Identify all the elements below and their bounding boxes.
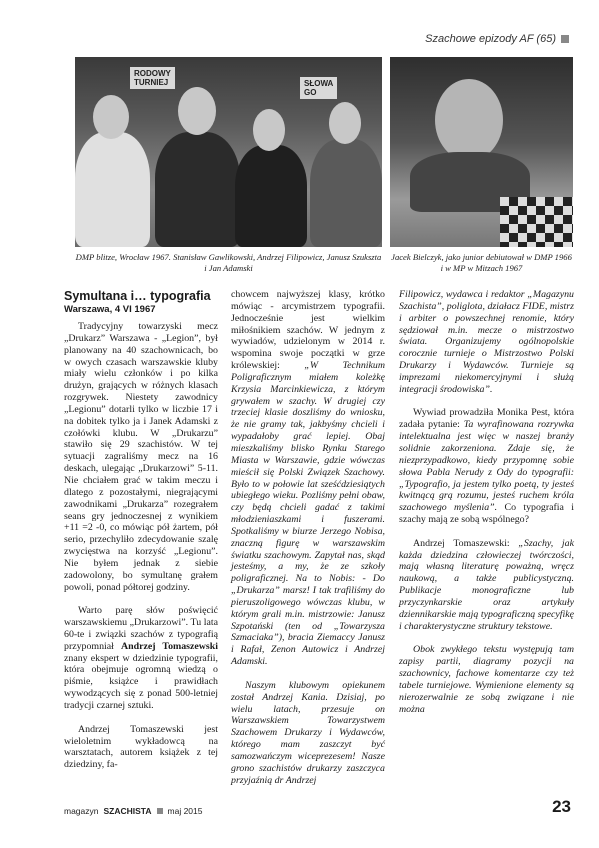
square-marker-icon	[157, 808, 163, 814]
person-figure	[235, 145, 307, 247]
person-figure	[75, 132, 150, 247]
paragraph: Naszym klubowym opiekunem został Andrzej Kania. Dzisiaj, po wielu latach, przesuje on Warszawskiem Towarzystwem Szachowem Drukarzy i Wydawców, którego mam zaszczyt być samozwańczym wiceprezesem! Nasze grono szachistów drukarzy zaszczyca przyjaźnią dr Andrzej	[231, 679, 385, 786]
paragraph: Warto parę słów poświęcić warszawskiemu „Drukarzowi”. Tu lata 60-te i związki szachów z typografią przypomniał Andrzej Tomaszewski znany ekspert w dziedzinie typografii, która obejmuje ogromną wiedzą o piśmie, książce i prawidłach wywodzących się z ponad 500-letniej tradycji czarnej sztuki.	[64, 605, 218, 711]
person-head	[253, 109, 285, 151]
footer-brand: SZACHISTA	[103, 806, 152, 816]
paragraph: Tradycyjny towarzyski mecz „Drukarz” Warszawa - „Legion”, był planowany na 40 szachownicach, bo w owych czasach warszawskie kluby miały wielu członków i po kilka drużyn, grających w różnych klasach rozgrywek. Niestety zawodnicy „Legionu” dotarli tylko w liczbie 17 i na dobitek tylko ja i Janek Adamski z czołówki klubu. W „Drukarzu” stawiło się 29 szachistów. W tej sytuacji zagraliśmy mecz na 16 deskach, ulegając „Drukarzowi” 5-11. Nie chciałem grać w takim meczu i dlatego z pozostałymi, niegrającymi zawodnikami „Drukarza” rozegrałem seans gry jednoczesnej z wynikiem +11 =2 -0, co mówiąc pół żartem, pół serio, przechyliło zdecydowanie szalę zwycięstwa na korzyść „Legionu”. Nie byłem jednak z siebie zadowolony, bo symultanę grałem powoli, ponad półtorej godziny.	[64, 321, 218, 593]
article-column-2	[231, 289, 385, 798]
person-name: Andrzej Tomaszewski	[120, 640, 218, 652]
footer-magazine: magazyn	[64, 806, 99, 816]
paragraph: Wywiad prowadziła Monika Pest, która zadała pytanie: Ta wyrafinowana rozrywka intelektualna jest więc w naszej branży solidnie zakorzeniona. Zdaje się, że niezprzypadkowo, kiedy przypomnę sobie słowa Pabla Nerudy z Ody do typografii: „Typografio, ja jestem tylko poetą, ty jesteś kwitnącą grą rozumu, jesteś ruchem króla szachowego myślenia”. Co typografia i szachy mają ze sobą wspólnego?	[399, 407, 575, 526]
person-figure	[310, 139, 382, 247]
paragraph: Obok zwykłego tekstu występują tam zapisy partii, diagramy pozycji na szachownicy, fachowe komentarze czy też tabele turniejowe. Wymienione elementy są nierozerwalnie ze sobą związane i nie można	[399, 644, 574, 715]
photo-blitz-players	[75, 57, 382, 247]
person-head	[435, 79, 503, 161]
photo-banner-left: RODOWY TURNIEJ	[130, 67, 175, 89]
series-header	[425, 33, 569, 45]
person-figure	[155, 132, 240, 247]
photo-caption: DMP blitze, Wrocław 1967. Stanisław Gawlikowski, Andrzej Filipowicz, Janusz Szukszta i Jan Adamski	[75, 252, 382, 273]
interview-quote: „W Technikum Poligraficznym miałem koleżkę Krzysia Marcinkiewicza, z którym grywałem w szachy. W drugiej czy trzeciej klasie doszliśmy do wniosku, że nie gramy tak, jakbyśmy chcieli i wypadałoby grać lepiej. Obaj mieszkaliśmy blisko Rynku Starego Miasta w Warszawie, gdzie wówczas mieścił się Polski Związek Szachowy. Było to w połowie lat sześćdziesiątych ubiegłego wieku. Pozliśmy pełni obaw, czy będą chcieli gadać z takimi młodzieniaszkami i fuszerami. Spotkaliśmy w biurze Jerzego Nobisa, znaczną figurę w warszawskim światku szachowym. Zapytał nas, skąd jesteśmy, a my, że ze szkoły poligraficznej. Na to Nobis: - Do „Drukarza” marsz! I tak trafiliśmy do pieruszoligowego wówczas klubu, w którym grali m.in. mistrzowie: Janusz Szpotański (ten od „Towarzysza Szmaciaka”), bracia Ziemaccy Janusz i Rafał, Zenon Autowicz i Andrzej Adamski.	[231, 360, 385, 668]
footer-issue: maj 2015	[167, 806, 203, 816]
paragraph: Andrzej Tomaszewski jest wieloletnim wykładowcą na warsztatach, autorem książek z tej dziedziny, fa-	[64, 723, 218, 771]
page-number: 23	[552, 797, 571, 816]
person-head	[178, 87, 216, 135]
chessboard-icon	[500, 197, 573, 247]
article-column-3	[399, 289, 574, 727]
article-subtitle: Warszawa, 4 VI 1967	[64, 304, 156, 315]
paragraph: Andrzej Tomaszewski: „Szachy, jak każda dziedzina człowieczej twórczości, mają własną literaturę poważną, wręcz naukową, a także publicystyczną. Publikacje monograficzne lub przyczynkarskie oraz artykuły dziennikarskie mają typograficzną specyfikę i charakterystyczne struktury tekstowe.	[399, 537, 574, 632]
article-title: Symultana i… typografia	[64, 289, 211, 303]
article-column-1	[64, 321, 218, 783]
page-footer	[64, 806, 202, 816]
photo-banner-right: SŁOWA GO	[300, 77, 337, 99]
paragraph: chowcem najwyższej klasy, krótko mówiąc - arcymistrzem typografii. Jednocześnie jest wielkim miłośnikiem szachów. W jednym z wywiadów, udzielonym w 2014 r. wspomina swoje początki w grze królewskiej: „W Technikum Poligraficznym miałem koleżkę Krzysia Marcinkiewicza, z którym grywałem w szachy. W drugiej czy trzeciej klasie doszliśmy do wniosku, że nie gramy tak, jakbyśmy chcieli i wypadałoby grać lepiej. Obaj mieszkaliśmy blisko Rynku Starego Miasta w Warszawie, gdzie wówczas mieścił się Polski Związek Szachowy. Było to w połowie lat sześćdziesiątych ubiegłego wieku. Pozliśmy pełni obaw, czy będą chcieli gadać z takimi młodzieniaszkami i fuszerami. Spotkaliśmy w biurze Jerzego Nobisa, znaczną figurę w warszawskim światku szachowym. Zapytał nas, skąd jesteśmy, a my, że ze szkoły poligraficznej. Na to Nobis: - Do „Drukarza” marsz! I tak trafiliśmy do pieruszoligowego wówczas klubu, w którym grali m.in. mistrzowie: Janusz Szpotański (ten od „Towarzysza Szmaciaka”), bracia Ziemaccy Janusz i Rafał, Zenon Autowicz i Andrzej Adamski.	[231, 289, 385, 668]
person-head	[329, 102, 361, 144]
square-marker-icon	[561, 35, 569, 43]
person-head	[93, 95, 129, 139]
paragraph: Filipowicz, wydawca i redaktor „Magazynu Szachista”, poliglota, działacz FIDE, mistrz i arbiter o powszechnej renomie, który sędziował m.in. mecze o mistrzostwo świata. Organizujemy ogólnopolskie corocznie turnieje o Mistrzostwo Polski Drukarzy i Wydawców. Turnieje są imprezami niekomercyjnymi i służą integracji środowiska”.	[399, 289, 574, 395]
photo-caption: Jacek Bielczyk, jako junior debiutował w DMP 1966 i w MP w Mitzach 1967	[391, 252, 572, 273]
photo-junior-player	[390, 57, 573, 247]
series-title: Szachowe epizody AF (65)	[425, 33, 556, 45]
